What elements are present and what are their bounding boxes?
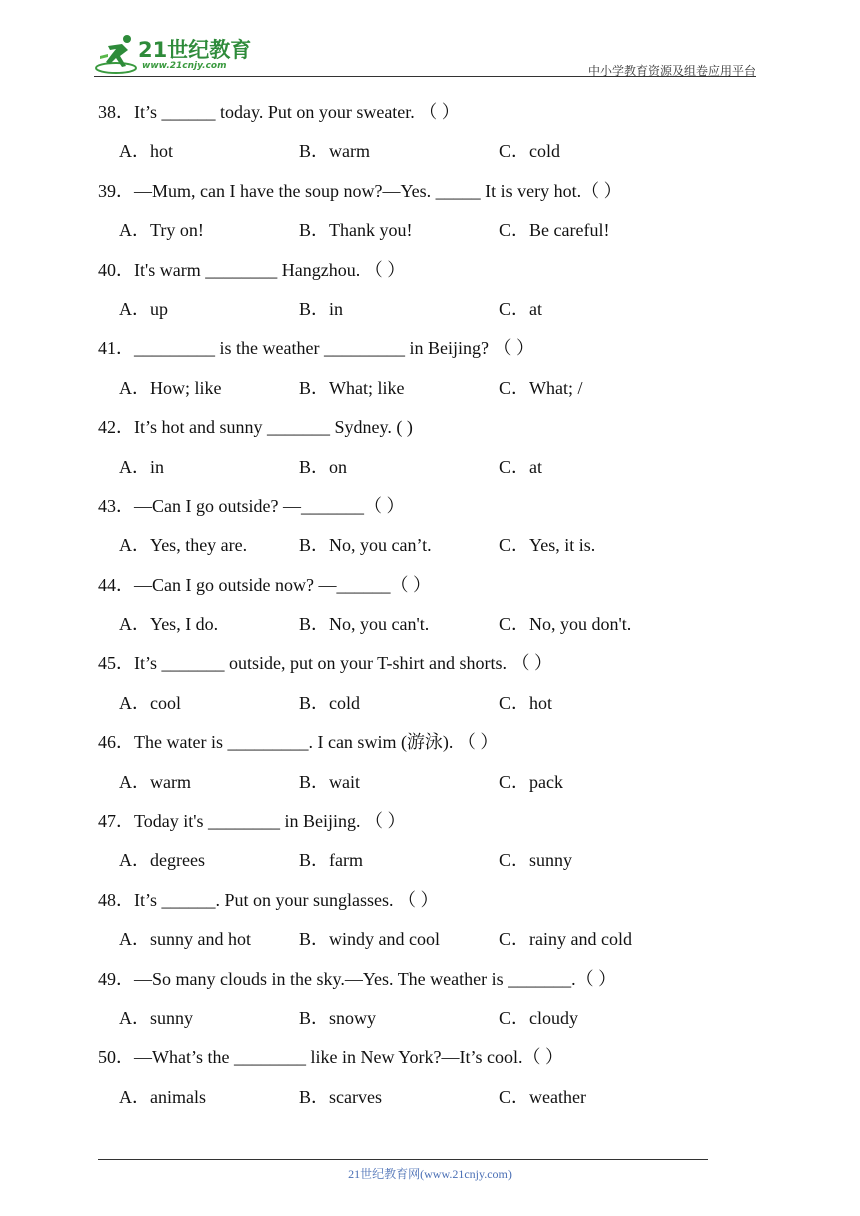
footer-divider bbox=[98, 1159, 708, 1160]
question-stem: 50．—What’s the ________ like in New York?—It’s cool.（ ） bbox=[98, 1047, 563, 1068]
question-stem: 47．Today it's ________ in Beijing. （ ） bbox=[98, 811, 406, 832]
option-c: C．Yes, it is. bbox=[499, 535, 596, 556]
option-c: C．cold bbox=[499, 141, 560, 162]
question-46 bbox=[98, 727, 738, 806]
option-a: A．animals bbox=[119, 1086, 206, 1107]
question-49 bbox=[98, 964, 738, 1043]
option-b: B．warm bbox=[299, 141, 370, 162]
option-a: A．sunny and hot bbox=[119, 929, 251, 950]
question-options bbox=[98, 136, 738, 175]
option-c: C．pack bbox=[499, 771, 563, 792]
question-options bbox=[98, 688, 738, 727]
question-44 bbox=[98, 570, 738, 649]
question-50 bbox=[98, 1042, 738, 1121]
option-b: B．farm bbox=[299, 850, 363, 871]
option-a: A．cool bbox=[119, 692, 181, 713]
option-a: A．sunny bbox=[119, 1007, 194, 1028]
logo-text: 21世纪教育 bbox=[138, 38, 252, 62]
option-c: C．weather bbox=[499, 1086, 586, 1107]
option-c: C．at bbox=[499, 298, 542, 319]
question-options bbox=[98, 609, 738, 648]
option-b: B．No, you can't. bbox=[299, 614, 430, 635]
question-43 bbox=[98, 491, 738, 570]
question-stem: 39．—Mum, can I have the soup now?—Yes. _____ It is very hot.（ ） bbox=[98, 180, 622, 201]
runner-logo-icon bbox=[94, 30, 142, 76]
question-stem: 49．—So many clouds in the sky.—Yes. The weather is _______.（ ） bbox=[98, 968, 617, 989]
question-options bbox=[98, 845, 738, 884]
option-b: B．No, you can’t. bbox=[299, 535, 432, 556]
logo-url: www.21cnjy.com bbox=[142, 61, 227, 71]
platform-name: 中小学教育资源及组卷应用平台 bbox=[587, 64, 756, 78]
option-b: B．Thank you! bbox=[299, 220, 413, 241]
option-b: B．in bbox=[299, 298, 344, 319]
option-a: A．degrees bbox=[119, 850, 205, 871]
question-41 bbox=[98, 333, 738, 412]
option-a: A．hot bbox=[119, 141, 173, 162]
option-b: B．windy and cool bbox=[299, 929, 440, 950]
option-b: B．on bbox=[299, 456, 348, 477]
logo bbox=[94, 30, 264, 76]
option-c: C．What; / bbox=[499, 377, 583, 398]
option-c: C．No, you don't. bbox=[499, 614, 632, 635]
question-options bbox=[98, 767, 738, 806]
option-b: B．scarves bbox=[299, 1086, 382, 1107]
option-c: C．at bbox=[499, 456, 542, 477]
page-header bbox=[94, 30, 756, 78]
question-options bbox=[98, 1003, 738, 1042]
question-48 bbox=[98, 885, 738, 964]
option-b: B．wait bbox=[299, 771, 360, 792]
question-options bbox=[98, 294, 738, 333]
question-stem: 43．—Can I go outside? —_______（ ） bbox=[98, 495, 405, 516]
question-39 bbox=[98, 176, 738, 255]
option-b: B．What; like bbox=[299, 377, 405, 398]
question-stem: 46．The water is _________. I can swim (游泳). （ ） bbox=[98, 732, 499, 753]
option-c: C．Be careful! bbox=[499, 220, 610, 241]
header-divider bbox=[94, 76, 756, 77]
option-c: C．hot bbox=[499, 692, 553, 713]
question-40 bbox=[98, 255, 738, 334]
question-options bbox=[98, 215, 738, 254]
option-b: B．snowy bbox=[299, 1007, 377, 1028]
question-stem: 42．It’s hot and sunny _______ Sydney. ( ) bbox=[98, 417, 413, 438]
question-options bbox=[98, 1082, 738, 1121]
option-a: A．up bbox=[119, 298, 168, 319]
question-stem: 45．It’s _______ outside, put on your T-shirt and shorts. （ ） bbox=[98, 653, 552, 674]
question-stem: 48．It’s ______. Put on your sunglasses. （ ） bbox=[98, 889, 439, 910]
option-a: A．How; like bbox=[119, 377, 222, 398]
option-a: A．warm bbox=[119, 771, 191, 792]
option-a: A．Try on! bbox=[119, 220, 204, 241]
question-38 bbox=[98, 97, 738, 176]
option-b: B．cold bbox=[299, 692, 360, 713]
question-stem: 40．It's warm ________ Hangzhou. （ ） bbox=[98, 259, 406, 280]
question-stem: 38．It’s ______ today. Put on your sweater. （ ） bbox=[98, 102, 460, 122]
option-c: C．rainy and cold bbox=[499, 929, 632, 950]
question-45 bbox=[98, 648, 738, 727]
question-options bbox=[98, 452, 738, 491]
option-c: C．cloudy bbox=[499, 1007, 578, 1028]
question-stem: 44．—Can I go outside now? —______（ ） bbox=[98, 574, 431, 595]
question-list bbox=[98, 97, 738, 1121]
option-a: A．in bbox=[119, 456, 164, 477]
question-options bbox=[98, 373, 738, 412]
option-c: C．sunny bbox=[499, 850, 573, 871]
option-a: A．Yes, they are. bbox=[119, 535, 248, 556]
page-footer[interactable]: 21世纪教育网(www.21cnjy.com) bbox=[348, 1167, 512, 1181]
question-options bbox=[98, 530, 738, 569]
option-a: A．Yes, I do. bbox=[119, 614, 219, 635]
question-options bbox=[98, 924, 738, 963]
question-42 bbox=[98, 412, 738, 491]
question-stem: 41．_________ is the weather _________ in Beijing? （ ） bbox=[98, 338, 534, 359]
question-47 bbox=[98, 806, 738, 885]
